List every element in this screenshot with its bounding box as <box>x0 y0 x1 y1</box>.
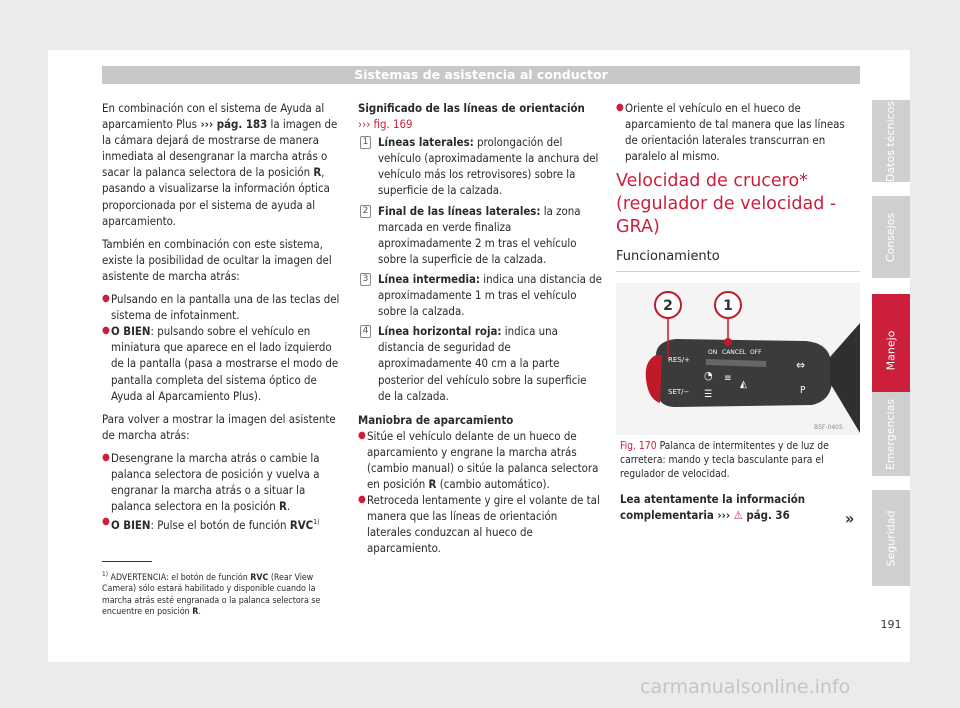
orientation-line-item <box>362 134 602 198</box>
list-item-text: Oriente el vehículo en el hueco de aparcamiento de tal manera que las líneas de orientación laterales transcurran en paralelo al mismo. <box>625 101 845 164</box>
road-icon: ◭ <box>740 379 747 390</box>
intro-text-rest: la imagen de la cámara dejará de mostrarse de manera inmediata al desengranar la marcha atrás o sacar la palanca selectora de la posición <box>102 117 338 180</box>
figure-number: Fig. 170 <box>620 440 657 452</box>
bullet-icon: ● <box>616 102 624 113</box>
subheading: Funcionamiento <box>616 249 860 272</box>
watermark: carmanualsonline.info <box>640 676 851 698</box>
intro-paragraph <box>102 100 344 229</box>
intro-text: En combinación con el sistema de Ayuda al aparcamiento Plus <box>102 101 325 132</box>
intro-text-end: , pasando a visualizarse la información óptica proporcionada por el sistema de ayuda al aparcamiento. <box>102 165 330 228</box>
rvc-label: RVC <box>250 572 269 583</box>
tab-seguridad[interactable] <box>872 490 910 586</box>
set-label: SET/− <box>668 388 690 396</box>
paragraph-3: Para volver a mostrar la imagen del asistente de marcha atrás: <box>102 411 336 442</box>
column-2 <box>358 100 602 557</box>
orientation-line-item <box>362 271 602 319</box>
page-number: 191 <box>880 618 902 631</box>
item-number: 4 <box>360 325 371 338</box>
list-item <box>358 492 602 556</box>
headlight-icon: ☰ <box>704 389 713 400</box>
tab-label: Consejos <box>884 212 898 262</box>
list-item-bold: O BIEN <box>111 518 151 533</box>
callout-2-label: 2 <box>663 298 673 314</box>
bullet-icon: ● <box>358 494 366 506</box>
list-item <box>616 100 860 164</box>
list-item <box>102 323 344 403</box>
res-label: RES/+ <box>668 356 690 364</box>
item-text: prolongación del vehículo (aproximadamente la anchura del vehículo más los retrovisores) sobre la superficie de la calzada. <box>378 135 599 198</box>
list-item <box>102 514 344 533</box>
bullet-icon: ● <box>102 293 110 305</box>
headlight-icon: ≡ <box>724 373 732 384</box>
item-text: la zona marcada en verde finaliza aproximadamente 2 m tras el vehículo sobre la superficie de la calzada. <box>378 203 581 266</box>
gear-r: R <box>278 499 287 514</box>
callout-1-label: 1 <box>723 298 733 314</box>
rvc-label: RVC <box>289 518 314 533</box>
gear-r: R <box>313 165 322 180</box>
item-term: Final de las líneas laterales: <box>378 203 541 218</box>
item-term: Línea horizontal roja: <box>378 324 502 339</box>
list-item <box>102 291 344 323</box>
turn-signal-lever-illustration <box>616 283 860 435</box>
figure-ref-link[interactable]: ››› fig. 169 <box>358 117 413 132</box>
item-term: Línea intermedia: <box>378 271 480 286</box>
section-header: Sistemas de asistencia al conductor <box>102 66 860 84</box>
footnote-mark: 1) <box>102 570 109 578</box>
list-item-end: . <box>286 499 291 514</box>
tab-datos-tecnicos[interactable] <box>872 100 910 182</box>
figure-170 <box>616 283 860 435</box>
continue-arrow-icon: » <box>845 509 855 528</box>
footnote-text: ADVERTENCIA: el botón de función <box>108 572 251 583</box>
orientation-line-item <box>362 203 602 267</box>
rocker-switch <box>646 355 662 403</box>
tab-label: Manejo <box>884 330 898 370</box>
note-ref-arrows: ››› <box>717 508 734 522</box>
list-item <box>358 428 602 492</box>
column-1 <box>102 100 344 533</box>
list-item-end: (cambio automático). <box>436 477 550 492</box>
orientation-line-item <box>362 323 602 403</box>
gear-r: R <box>192 607 199 618</box>
turn-signal-icon: ⇔ <box>796 358 806 372</box>
list-item-text: Retroceda lentamente y gire el volante de tal manera que las líneas de orientación laterales conduzcan al hueco de aparcamiento. <box>367 493 600 556</box>
off-label: OFF <box>750 349 762 356</box>
footnote-ref[interactable]: 1) <box>313 518 320 527</box>
list-item-text: Pulsando en la pantalla una de las teclas del sistema de infotainment. <box>111 292 340 323</box>
item-term: Líneas laterales: <box>378 135 474 150</box>
tab-manejo[interactable] <box>872 294 910 406</box>
speedometer-icon: ◔ <box>704 369 713 382</box>
orientation-lines-title: Significado de las líneas de orientación <box>358 101 585 115</box>
list-item-text: : Pulse el botón de función <box>150 518 290 533</box>
list-item-text: Sitúe el vehículo delante de un hueco de aparcamiento y engrane la marcha atrás (cambio manual) o sitúe la palanca selectora en posición <box>367 428 599 492</box>
footnote <box>102 569 344 619</box>
caption-text: Palanca de intermitentes y de luz de carretera: mando y tecla basculante para el regulador de velocidad. <box>620 440 829 480</box>
figure-tag: B5F-0405 <box>814 424 843 431</box>
tab-label: Seguridad <box>884 510 898 566</box>
footnote-text: (Rear View Camera) sólo estará habilitado y disponible cuando la marcha atrás esté engranada o la palanca selectora se encuentre en posición <box>102 572 321 618</box>
page-ref-link[interactable]: ››› pág. 183 <box>196 117 268 132</box>
item-number: 2 <box>360 205 371 218</box>
footnote-divider <box>102 561 152 562</box>
item-text: indica una distancia de seguridad de aproximadamente 40 cm a la parte posterior del vehículo sobre la superficie de la calzada. <box>378 324 587 403</box>
maneuver-title: Maniobra de aparcamiento <box>358 412 514 427</box>
page-ref-link[interactable]: pág. 36 <box>742 508 790 522</box>
bullet-icon: ● <box>102 325 110 337</box>
tab-consejos[interactable] <box>872 196 910 278</box>
tab-emergencias[interactable] <box>872 392 910 476</box>
gear-r: R <box>428 477 437 492</box>
list-item <box>102 450 344 514</box>
list-item-text: Desengrane la marcha atrás o cambie la palanca selectora de posición y vuelva a engranar la marcha atrás o a situar la palanca selectora en la posición <box>111 450 320 514</box>
tab-label: Emergencias <box>884 398 898 470</box>
numbered-list <box>358 134 602 404</box>
paragraph-2: También en combinación con este sistema, existe la posibilidad de ocultar la imagen del asistente de marcha atrás: <box>102 236 332 283</box>
item-number: 1 <box>360 136 371 149</box>
footnote-end: . <box>198 607 201 618</box>
list-item-bold: O BIEN <box>111 324 151 339</box>
read-note <box>620 491 860 523</box>
bullet-icon: ● <box>358 429 366 441</box>
section-heading: Velocidad de crucero* (regulador de velocidad - GRA) <box>616 171 837 238</box>
note-text: Lea atentamente la información complementaria <box>620 492 806 522</box>
list-item-text: : pulsando sobre el vehículo en miniatura que aparece en el lado izquierdo de la pantalla (pasa a mostrarse el modo de pantalla completa del sistema óptico de Ayuda al Aparcamiento Plus). <box>111 324 339 403</box>
on-label: ON <box>708 349 718 356</box>
bullet-icon: ● <box>102 516 110 528</box>
parking-light-icon: P <box>800 385 806 396</box>
item-text: indica una distancia de aproximadamente 1 m tras el vehículo sobre la calzada. <box>378 271 602 319</box>
bullet-icon: ● <box>102 451 110 463</box>
figure-caption <box>620 439 852 481</box>
cancel-label: CANCEL <box>722 349 747 356</box>
column-3 <box>616 100 860 272</box>
warning-book-icon: ⚠ <box>733 508 743 522</box>
tab-label: Datos técnicos <box>884 100 898 182</box>
item-number: 3 <box>360 273 371 286</box>
